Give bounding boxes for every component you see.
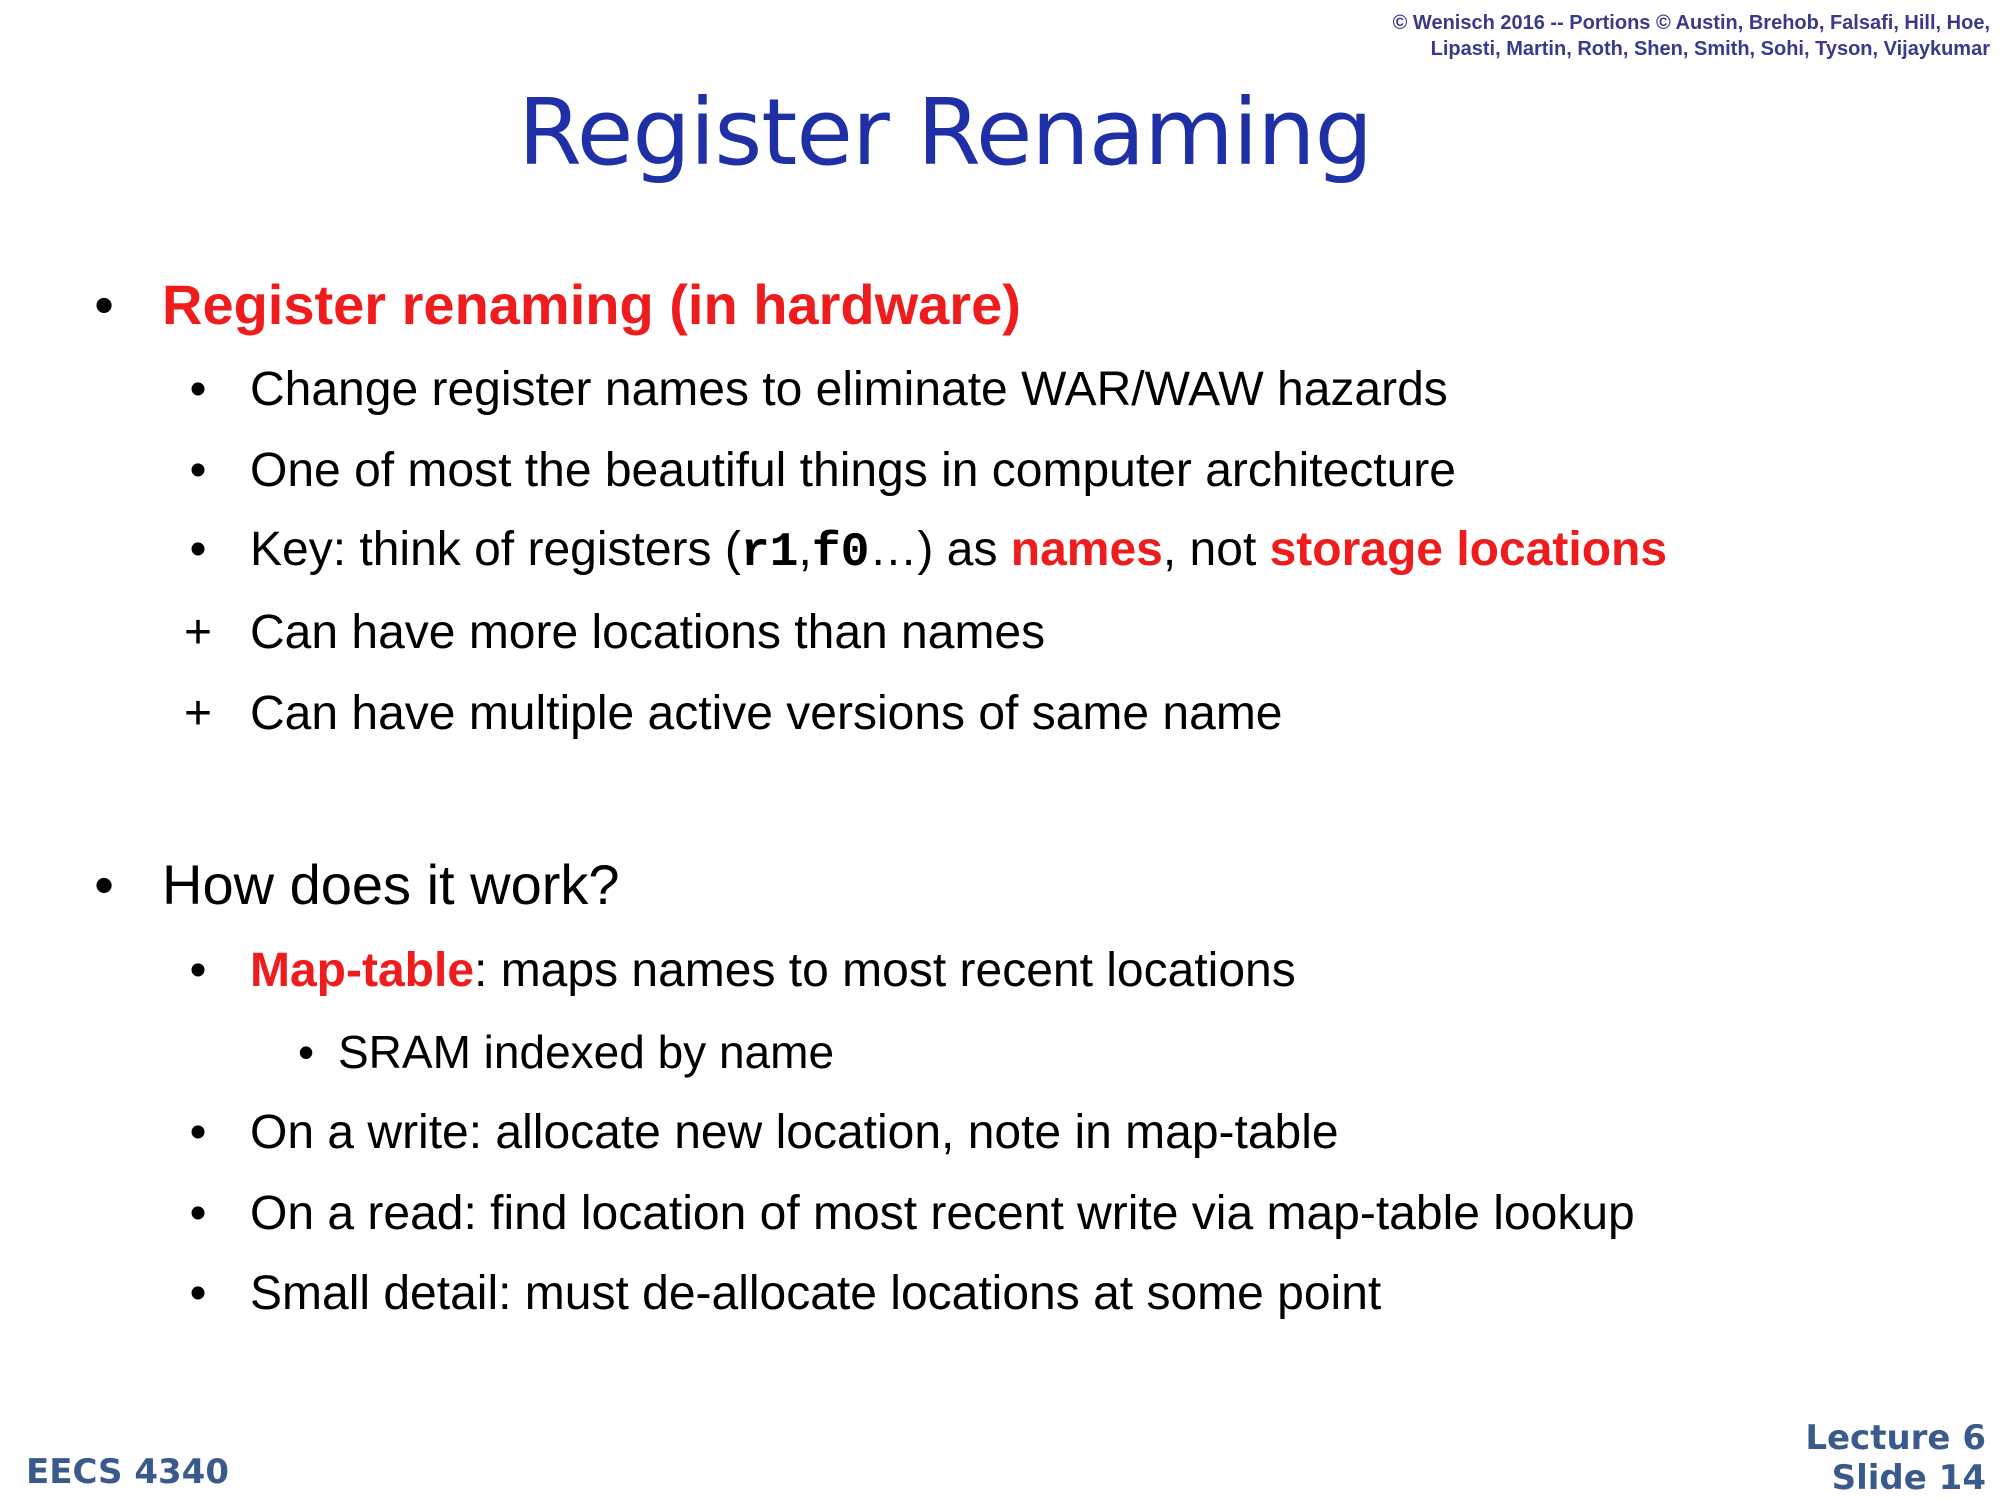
- slide-title: Register Renaming: [518, 79, 1372, 186]
- copyright-line-1: © Wenisch 2016 -- Portions © Austin, Brehob, Falsafi, Hill, Hoe,: [1392, 12, 1990, 34]
- bullet-text: : maps names to most recent locations: [474, 944, 1296, 997]
- bullet-small-detail: [189, 1265, 1382, 1323]
- plus-marker: +: [183, 606, 213, 659]
- code-r1: r1: [740, 526, 799, 580]
- bullet-map-table: [189, 942, 1296, 1000]
- bullet-text: Can have multiple active versions of same name: [250, 687, 1283, 740]
- bullet-marker: •: [189, 1267, 207, 1320]
- highlight-storage-locations: storage locations: [1269, 523, 1668, 576]
- bullet-multiple-versions: [183, 685, 1283, 743]
- bullet-on-write: [189, 1104, 1339, 1162]
- bullet-text: Change register names to eliminate WAR/WAW hazards: [250, 363, 1448, 416]
- bullet-text: On a write: allocate new location, note in map-table: [250, 1106, 1339, 1159]
- bullet-text: Can have more locations than names: [250, 606, 1046, 659]
- bullet-text-pre: Key: think of registers (: [250, 523, 741, 576]
- bullet-text-mid2: , not: [1162, 523, 1270, 576]
- copyright-line-2: Lipasti, Martin, Roth, Shen, Smith, Sohi, Tyson, Vijaykumar: [1430, 38, 1990, 60]
- bullet-text: How does it work?: [162, 853, 620, 916]
- bullet-marker: •: [189, 523, 207, 576]
- bullet-marker: •: [297, 1026, 315, 1078]
- bullet-register-renaming: [94, 272, 1021, 338]
- bullet-text: On a read: find location of most recent write via map-table lookup: [250, 1187, 1635, 1240]
- bullet-key-names: [189, 521, 1668, 582]
- bullet-how-does-it-work: [94, 852, 620, 918]
- bullet-marker: •: [94, 853, 114, 916]
- bullet-sram-indexed: [297, 1024, 835, 1080]
- bullet-change-register-names: [189, 361, 1448, 419]
- highlight-map-table: Map-table: [250, 944, 475, 997]
- bullet-marker: •: [189, 944, 207, 997]
- bullet-marker: •: [189, 444, 207, 497]
- bullet-marker: •: [189, 1187, 207, 1240]
- plus-marker: +: [183, 687, 213, 740]
- bullet-text: Register renaming (in hardware): [162, 273, 1021, 336]
- bullet-on-read: [189, 1185, 1635, 1243]
- bullet-text: One of most the beautiful things in computer architecture: [250, 444, 1456, 497]
- bullet-text: Small detail: must de-allocate locations at some point: [250, 1267, 1382, 1320]
- bullet-text: SRAM indexed by name: [338, 1026, 835, 1078]
- code-f0: f0: [811, 526, 870, 580]
- bullet-comma: ,: [798, 523, 812, 576]
- highlight-names: names: [1010, 523, 1163, 576]
- lecture-slide-label: [1805, 1418, 1986, 1498]
- bullet-more-locations: [183, 604, 1046, 662]
- bullet-marker: •: [189, 363, 207, 416]
- slide-number: Slide 14: [1831, 1458, 1986, 1498]
- lecture-number: Lecture 6: [1805, 1418, 1986, 1458]
- course-label: EECS 4340: [26, 1452, 229, 1492]
- bullet-beautiful-things: [189, 442, 1456, 500]
- bullet-text-mid: …) as: [869, 523, 1011, 576]
- bullet-marker: •: [94, 273, 114, 336]
- bullet-marker: •: [189, 1106, 207, 1159]
